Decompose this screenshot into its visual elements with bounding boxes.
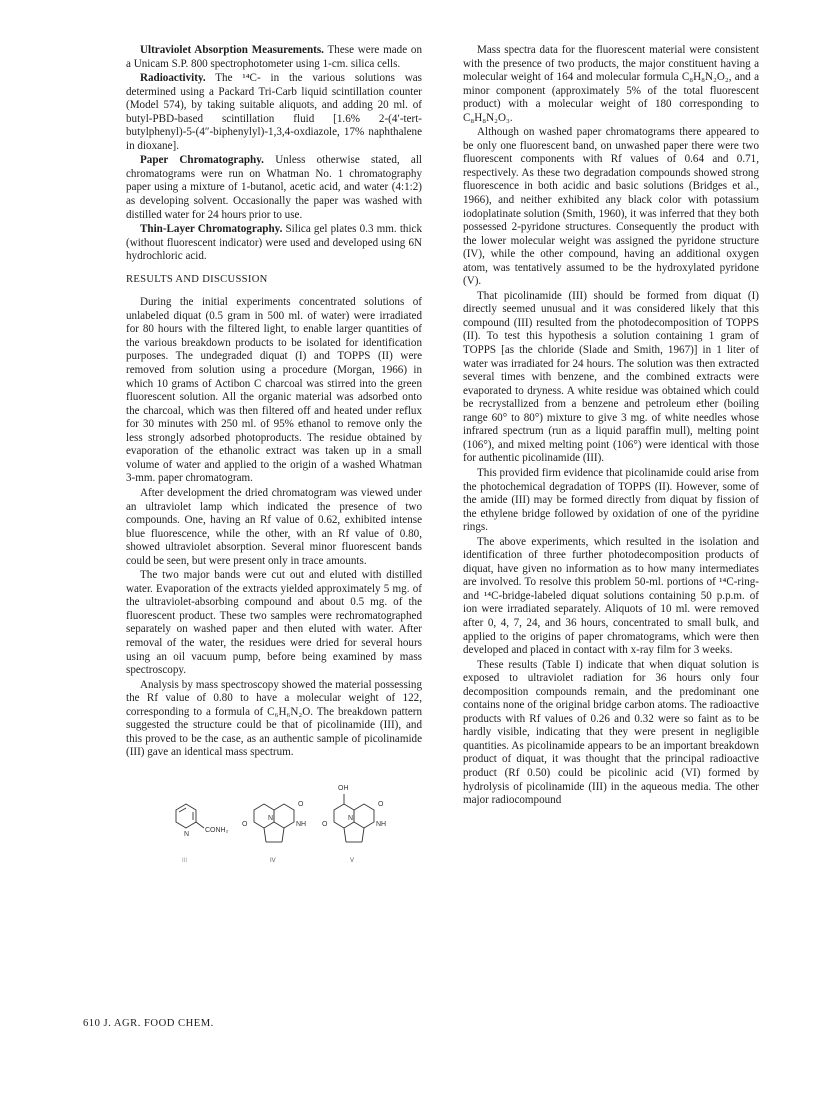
structure-iv-nitrogen: N xyxy=(268,814,274,822)
structure-v-amine: NH xyxy=(376,820,387,828)
body-paragraph: Although on washed paper chromatograms there appeared to be only one fluorescent band, on unwashed paper there were two fluorescent components with Rf values of 0.64 and 0.71, respectively. As these two degradation compounds showed strong fluorescence in both acidic and basic solutions (Bridges et al., 1966), and neither exhibited any black color with potassium iodoplatinate solution (Smith, 1960), it was inferred that they both possessed 2-pyridone structures. Consequently the product with the lower molecular weight was assigned the pyridone structure (IV), while the other compound, having an additional oxygen atom, was tentatively assumed to be the hydroxylated pyridone (V). xyxy=(463,126,759,288)
paper-chromatography-heading: Paper Chromatography. xyxy=(140,154,264,167)
structure-iii-nitrogen: N xyxy=(184,830,190,838)
tlc-text: Silica gel plates 0.3 mm. thick (without fluorescent indicator) were used and developed using 6N hydrochloric acid. xyxy=(126,223,422,263)
structure-v-oxygen: O xyxy=(378,800,384,808)
body-paragraph: After development the dried chromatogram was viewed under an ultraviolet lamp which indicated the presence of two compounds. One, having an Rf value of 0.62, exhibited intense blue fluorescence, while the other, with an Rf value of 0.80, showed ultraviolet absorption. Several minor fluorescent bands could be seen, but were present only in trace amounts. xyxy=(126,486,422,567)
body-paragraph: During the initial experiments concentrated solutions of unlabeled diquat (0.5 gram in 500 ml. of water) were irradiated for 80 hours with the filtered light, to enable larger quantities of the various breakdown products to be isolated for identification purposes. The undegraded diquat (I) and TOPPS (II) were removed from solution using a procedure (Morgan, 1966) in which 10 grams of Actibon C charcoal was stirred into the green fluorescent solution. All the organic material was adsorbed onto the charcoal, which was then filtered off and heated under reflux for 30 minutes with 250 ml. of 95% ethanol to remove only the less strongly adsorbed photoproducts. The residue obtained by evaporation of the ethanolic extract was taken up in a small volume of water and applied to the origin of a washed Whatman 3-mm. paper chromatogram. xyxy=(126,296,422,485)
body-paragraph: The two major bands were cut out and eluted with distilled water. Evaporation of the extracts yielded approximately 5 mg. of the ultraviolet-absorbing compound and about 0.5 mg. of the fluorescent product. These two samples were rechromatographed separately on washed paper and then eluted with water. After removal of the water, the residues were dried for several hours using an oil vacuum pump, before being examined by mass spectroscopy. xyxy=(126,569,422,677)
radioactivity-paragraph xyxy=(126,72,422,153)
radioactivity-heading: Radioactivity. xyxy=(140,72,206,85)
body-paragraph: These results (Table I) indicate that when diquat solution is exposed to ultraviolet radiation for 36 hours only four decomposition compounds remain, and the predominant one contains none of the original bridge carbon atoms. The radioactive products with Rf values of 0.26 and 0.32 were so faint as to be hardly visible, indicating that they were present in negligible quantities. As picolinamide appears to be an important breakdown product of diquat, it was thought that the principal radioactive product (Rf 0.50) could be picolinic acid (VI) formed by hydrolysis of picolinamide (III) in the aqueous media. The other major radiocompound xyxy=(463,658,759,807)
structure-v-nitrogen: N xyxy=(348,814,354,822)
body-paragraph: Analysis by mass spectroscopy showed the material possessing the Rf value of 0.80 to have a molecular weight of 122, corresponding to a formula of C₆H₆N₂O. The breakdown pattern suggested the structure could be that of picolinamide (III), and this proved to be the case, as an authentic sample of picolinamide (III) gave an identical mass spectrum. xyxy=(126,678,422,759)
paper-chromatography-text: Unless otherwise stated, all chromatograms were run on Whatman No. 1 chromatography paper using a mixture of 1-butanol, acetic acid, and water (4:1:2) as developing solvent. Occasionally the paper was washed with distilled water for 24 hours prior to use. xyxy=(126,154,422,221)
radioactivity-text: The ¹⁴C- in the various solutions was determined using a Packard Tri-Carb liquid scintillation counter (Model 574), by taking suitable aliquots, and adding 20 ml. of butyl-PBD-based scintillation fluid [1.6% 2-(4′-tert-butylphenyl)-5-(4″-biphenylyl)-1,3,4-oxdiazole, 17% naphthalene in dioxane]. xyxy=(126,72,422,152)
body-paragraph: Mass spectra data for the fluorescent material were consistent with the presence of two products, the major constituent having a molecular weight of 164 and molecular formula C₈H₈N₂O₂, and a minor component (approximately 5% of the total fluorescent product) with a molecular weight of 180 corresponding to C₈H₈N₂O₃. xyxy=(463,44,759,124)
body-paragraph: The above experiments, which resulted in the isolation and identification of three further photodecomposition products of diquat, have given no information as to how many intermediates are involved. To resolve this problem 50-ml. portions of ¹⁴C-ring- and ¹⁴C-bridge-labeled diquat solutions containing 50 p.p.m. of ion were irradiated separately. Aliquots of 10 ml. were removed after 0, 4, 7, 24, and 36 hours, concentrated to small bulk, and applied to the origins of paper chromatograms, which were then developed and placed in contact with x-ray film for 3 weeks. xyxy=(463,535,759,657)
structure-v-label: V xyxy=(350,857,355,864)
structure-iii-substituent: CONH₂ xyxy=(205,826,229,834)
right-column xyxy=(463,44,759,808)
structure-iv-oxygen: O xyxy=(242,820,248,828)
left-column xyxy=(126,44,422,880)
tlc-heading: Thin-Layer Chromatography. xyxy=(140,223,283,236)
uv-paragraph xyxy=(126,44,422,71)
structure-v-oxygen: O xyxy=(322,820,328,828)
structure-iv-label: IV xyxy=(270,857,276,864)
body-paragraph: That picolinamide (III) should be formed from diquat (I) directly seemed unusual and it was considered likely that this compound (III) resulted from the photodecomposition of TOPPS (II). To test this hypothesis a solution containing 1 gram of TOPPS [as the chloride (Slade and Smith, 1967)] in 1 liter of water was irradiated for 24 hours. The solution was then extracted several times with benzene, and the combined extracts were evaporated to dryness. A white residue was obtained which could be recrystallized from a benzene and petroleum ether (boiling range 60° to 80°) mixture to give 3 mg. of white needles whose infrared spectrum (run as a liquid paraffin mull), melting point (106°), and mixed melting point (106°) were identical with those for authentic picolinamide (III). xyxy=(463,289,759,465)
structure-iv xyxy=(242,801,306,864)
structure-iii xyxy=(176,804,229,864)
body-paragraph: This provided firm evidence that picolinamide could arise from the photochemical degradation of TOPPS (II). However, some of the amide (III) may be formed directly from diquat by fission of the ethylene bridge followed by oxidation of one of the pyridine rings. xyxy=(463,466,759,534)
structure-v-hydroxyl: OH xyxy=(338,784,349,792)
tlc-paragraph xyxy=(126,223,422,264)
structure-iii-label: III xyxy=(182,857,188,864)
uv-heading: Ultraviolet Absorption Measurements. xyxy=(140,44,324,56)
section-heading: RESULTS AND DISCUSSION xyxy=(126,273,268,285)
page-folio: 610 J. AGR. FOOD CHEM. xyxy=(83,1018,214,1029)
paper-chromatography-paragraph xyxy=(126,154,422,222)
chemical-structures-figure xyxy=(162,780,402,876)
structure-v xyxy=(322,785,386,864)
structure-iv-oxygen: O xyxy=(298,800,304,808)
structure-iv-amine: NH xyxy=(296,820,307,828)
uv-text: These were made on a Unicam S.P. 800 spectrophotometer using 1-cm. silica cells. xyxy=(126,44,422,70)
